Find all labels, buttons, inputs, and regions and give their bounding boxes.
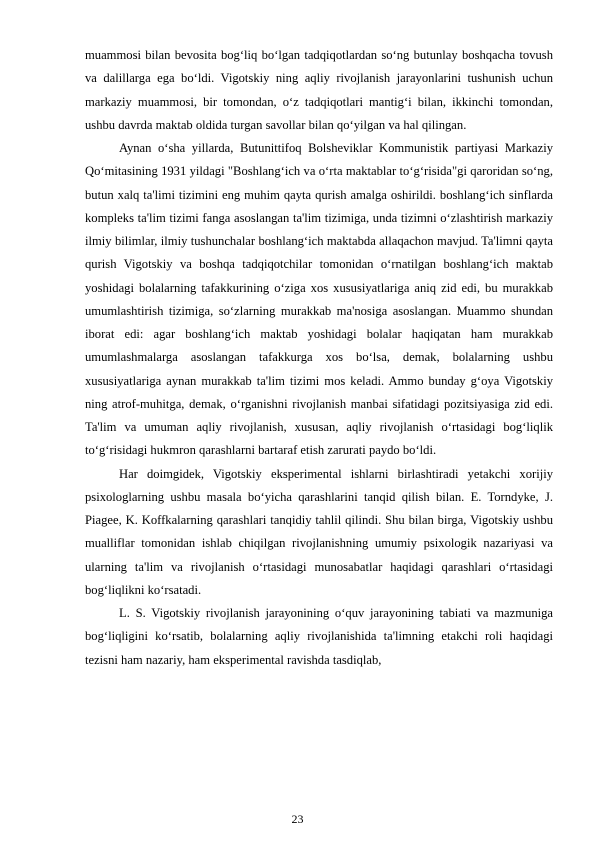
- paragraph-2: Aynan o‘sha yillarda, Butunittifoq Bolsheviklar Kommunistik partiyasi Markaziy Qo‘mitasining 1931 yildagi "Boshlang‘ich va o‘rta maktablar to‘g‘risida"gi qaroridan so‘ng, butun xalq ta'limi tizimini eng muhim qayta qurish amalga oshirildi. boshlang‘ich sinflarda kompleks ta'lim tizimi fanga asoslangan ta'lim tizimiga, unda tizimni o‘zlashtirish markaziy ilmiy bilimlar, ilmiy tushunchalar boshlang‘ich maktabda allaqachon mavjud. Ta'limni qayta qurish Vigotskiy va boshqa tadqiqotchilar tomonidan o‘rnatilgan boshlang‘ich maktab yoshidagi bolalarning tafakkurining o‘ziga xos xususiyatlariga aniq zid edi, bu murakkab umumlashtirish tizimiga, so‘zlarning murakkab ma'nosiga asoslangan. Muammo shundan iborat edi: agar boshlang‘ich maktab yoshidagi bolalar haqiqatan ham murakkab umumlashmalarga asoslangan tafakkurga xos bo‘lsa, demak, bolalarning ushbu xususiyatlariga aynan murakkab ta'lim tizimi mos keladi. Ammo bunday g‘oya Vigotskiy ning atrof-muhitga, demak, o‘rganishni rivojlanish manbai sifatidagi pozitsiyasiga zid edi. Ta'lim va umuman aqliy rivojlanish, xususan, aqliy rivojlanish o‘rtasidagi bog‘liqlik to‘g‘risidagi hukmron qarashlarni bartaraf etish zarurati paydo bo‘ldi.: [85, 141, 553, 458]
- paragraph-1: muammosi bilan bevosita bog‘liq bo‘lgan tadqiqotlardan so‘ng butunlay boshqacha tovush va dalillarga ega bo‘ldi. Vigotskiy ning aqliy rivojlanish jarayonlarini tushunish uchun markaziy muammosi, bir tomondan, o‘z tadqiqotlari mantig‘i bilan, ikkinchi tomondan, ushbu davrda maktab oldida turgan savollar bilan qo‘yilgan va hal qilingan.: [85, 48, 553, 132]
- body-text: [85, 44, 553, 672]
- paragraph-3: Har doimgidek, Vigotskiy eksperimental ishlarni birlashtiradi yetakchi xorijiy psixologlarning ushbu masala bo‘yicha qarashlarini tanqid qilish bilan. E. Torndyke, J. Piagee, K. Koffkalarning qarashlari tanqidiy tahlil qilindi. Shu bilan birga, Vigotskiy ushbu mualliflar tomonidan ishlab chiqilgan rivojlanishning umumiy psixologik nazariyasi va ularning ta'lim va rivojlanish o‘rtasidagi munosabatlar haqidagi qarashlari o‘rtasidagi bog‘liqlikni ko‘rsatadi.: [85, 466, 553, 597]
- paragraph-4: L. S. Vigotskiy rivojlanish jarayonining o‘quv jarayonining tabiati va mazmuniga bog‘liqligini ko‘rsatib, bolalarning aqliy rivojlanishida ta'limning etakchi roli haqidagi tezisni ham nazariy, ham eksperimental ravishda tasdiqlab,: [85, 606, 553, 667]
- page-number: 23: [291, 812, 304, 826]
